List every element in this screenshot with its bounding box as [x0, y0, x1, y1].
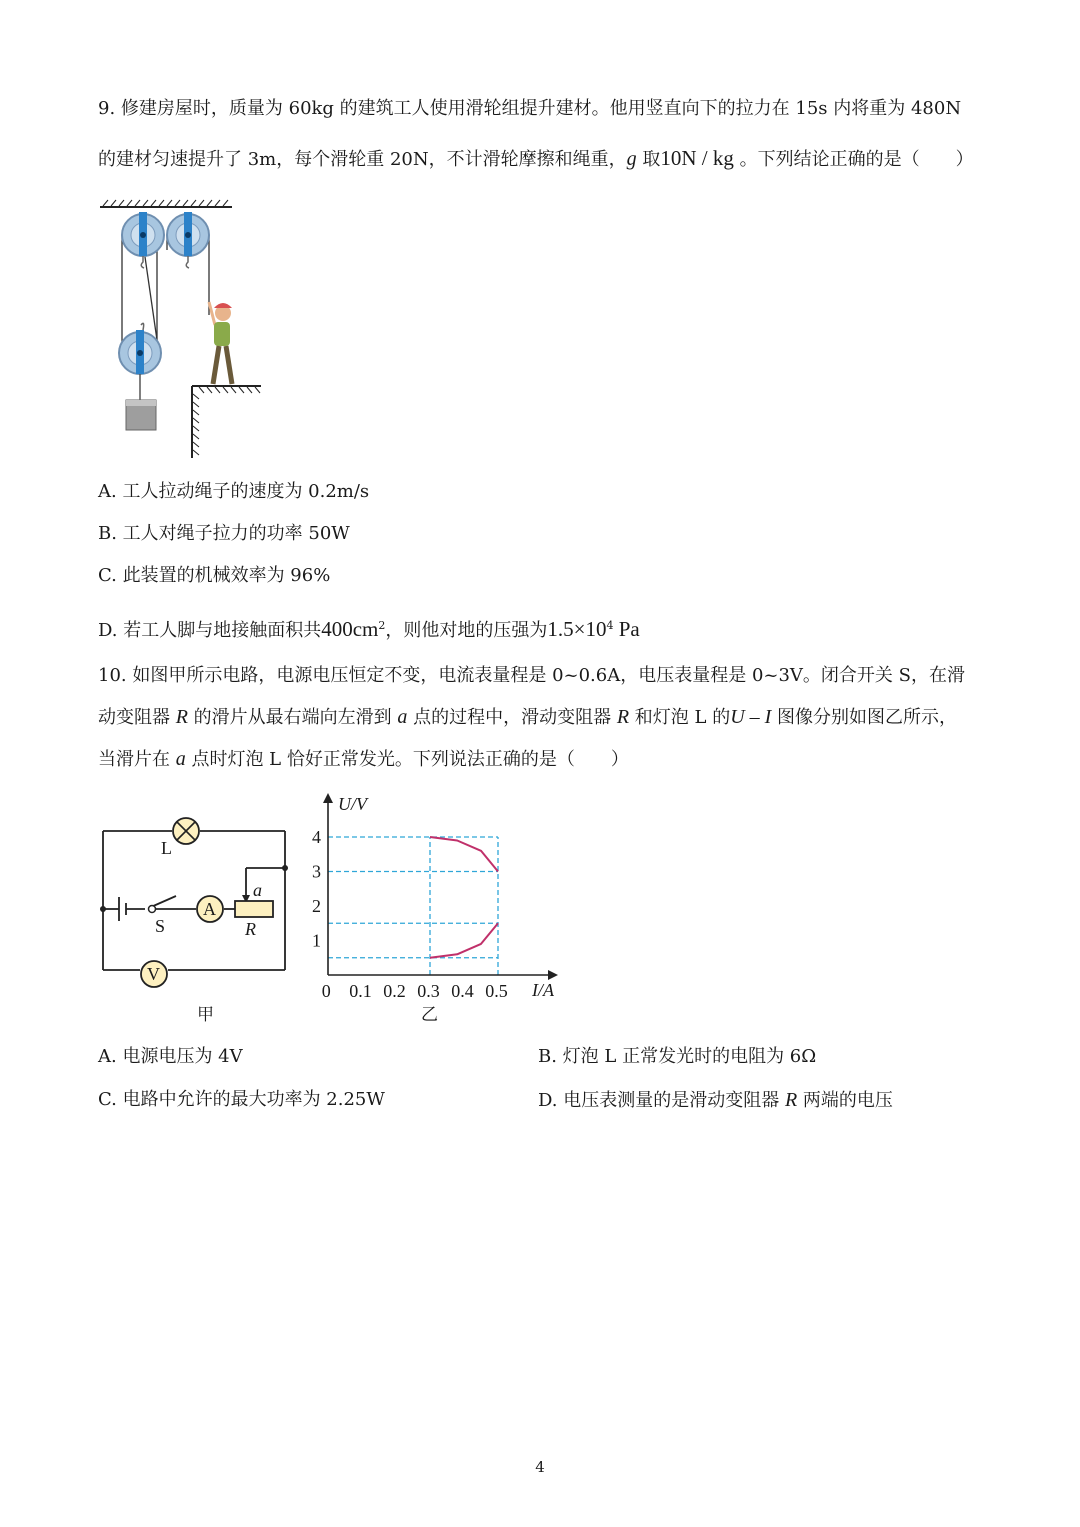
q9-option-d	[98, 614, 640, 643]
q10-line-2-text-a: 动变阻器	[98, 707, 176, 728]
lamp-symbol	[173, 818, 199, 844]
q9-option-b: B. 工人对绳子拉力的功率 50W	[98, 523, 350, 544]
y-tick-label: 4	[312, 827, 321, 847]
page-number: 4	[535, 1458, 545, 1476]
q9-option-d-pressure-unit: Pa	[613, 617, 640, 641]
graph-caption: 乙	[421, 1005, 438, 1025]
ammeter-label: A	[203, 899, 216, 919]
y-tick-label: 2	[312, 896, 321, 916]
q9-line-2-text-c: 。下列结论正确的是（ ）	[733, 149, 974, 170]
fixed-pulley-right	[167, 212, 209, 256]
q9-option-c: C. 此装置的机械效率为 96%	[98, 565, 331, 586]
switch-label: S	[155, 916, 166, 936]
rheostat-symbol	[235, 901, 273, 917]
x-tick-label: 0.4	[451, 981, 474, 1001]
slider-label: a	[253, 880, 262, 900]
q10-option-c: C. 电路中允许的最大功率为 2.25W	[98, 1089, 385, 1110]
q10-line-3-text-a: 当滑片在	[98, 749, 176, 770]
x-tick-label: 0.2	[383, 981, 406, 1001]
circuit-caption: 甲	[197, 1005, 214, 1025]
q9-line-2-text-b: 取	[636, 149, 661, 170]
y-axis-label: U/V	[338, 794, 367, 814]
q10-line-2	[98, 705, 957, 730]
movable-pulley	[119, 330, 161, 374]
y-tick-label: 1	[312, 930, 321, 951]
q10-line-3-text-b: 点时灯泡 L 恰好正常发光。下列说法正确的是（ ）	[185, 749, 629, 770]
q10-r-symbol-2: R	[616, 706, 630, 728]
y-tick-label: 3	[312, 861, 321, 882]
ui-graph	[300, 790, 570, 1030]
q10-option-d	[538, 1088, 893, 1113]
q10-option-a: A. 电源电压为 4V	[98, 1046, 243, 1067]
q10-option-d-text-b: 两端的电压	[797, 1090, 893, 1111]
q10-line-2-text-e: 图像分别如图乙所示，	[771, 707, 958, 728]
lamp-label: L	[161, 838, 172, 858]
q10-line-2-text-b: 的滑片从最右端向左滑到	[187, 707, 398, 728]
series-curve-2	[430, 923, 498, 958]
rheostat-label: R	[245, 919, 256, 939]
series-curve-1	[430, 837, 498, 872]
q10-a-point: a	[397, 706, 408, 728]
q9-option-d-area: 400cm	[321, 617, 379, 641]
q9-option-d-pressure-exp: 4	[606, 619, 614, 632]
q9-option-d-pressure: 1.5×10	[547, 617, 607, 641]
q9-g-value: 10N / kg	[660, 146, 734, 170]
voltmeter-label: V	[147, 964, 160, 984]
pulley-figure	[95, 190, 275, 465]
q9-option-d-area-exp: 2	[378, 619, 386, 632]
q9-line-2-text-a: 的建材匀速提升了 3m，每个滑轮重 20N，不计滑轮摩擦和绳重，	[98, 149, 627, 170]
q10-ui-symbol: U – I	[730, 706, 772, 728]
q10-r-symbol: R	[175, 706, 188, 728]
q10-line-3	[98, 747, 629, 772]
x-tick-label: 0.3	[417, 981, 440, 1001]
q10-option-d-r: R	[784, 1089, 798, 1111]
q9-option-d-text-b: ，则他对地的压强为	[385, 620, 548, 641]
worker-figure	[209, 302, 232, 384]
q10-option-b: B. 灯泡 L 正常发光时的电阻为 6Ω	[538, 1046, 817, 1067]
circuit-diagram	[95, 810, 300, 1030]
x-tick-label: 0.1	[349, 981, 372, 1001]
q10-line-1: 10. 如图甲所示电路，电源电压恒定不变，电流表量程是 0~0.6A，电压表量程是 0~3V。闭合开关 S，在滑	[98, 665, 965, 686]
x-tick-label: 0	[321, 981, 331, 1001]
q10-option-d-text-a: D. 电压表测量的是滑动变阻器	[538, 1090, 785, 1111]
fixed-pulley-left	[122, 212, 164, 256]
q10-a-point-2: a	[175, 748, 186, 770]
x-tick-label: 0.5	[485, 981, 508, 1001]
q9-line-2	[98, 146, 974, 172]
x-axis-label: I/A	[532, 980, 554, 1000]
q9-line-1: 9. 修建房屋时，质量为 60kg 的建筑工人使用滑轮组提升建材。他用竖直向下的拉力在 15s 内将重为 480N	[98, 98, 962, 119]
q10-line-2-text-c: 点的过程中，滑动变阻器	[407, 707, 617, 728]
q9-option-a: A. 工人拉动绳子的速度为 0.2m/s	[98, 481, 370, 502]
q9-option-d-text-a: D. 若工人脚与地接触面积共	[98, 620, 322, 641]
q10-line-2-text-d: 和灯泡 L 的	[629, 707, 731, 728]
q9-g-symbol: g	[626, 148, 637, 170]
